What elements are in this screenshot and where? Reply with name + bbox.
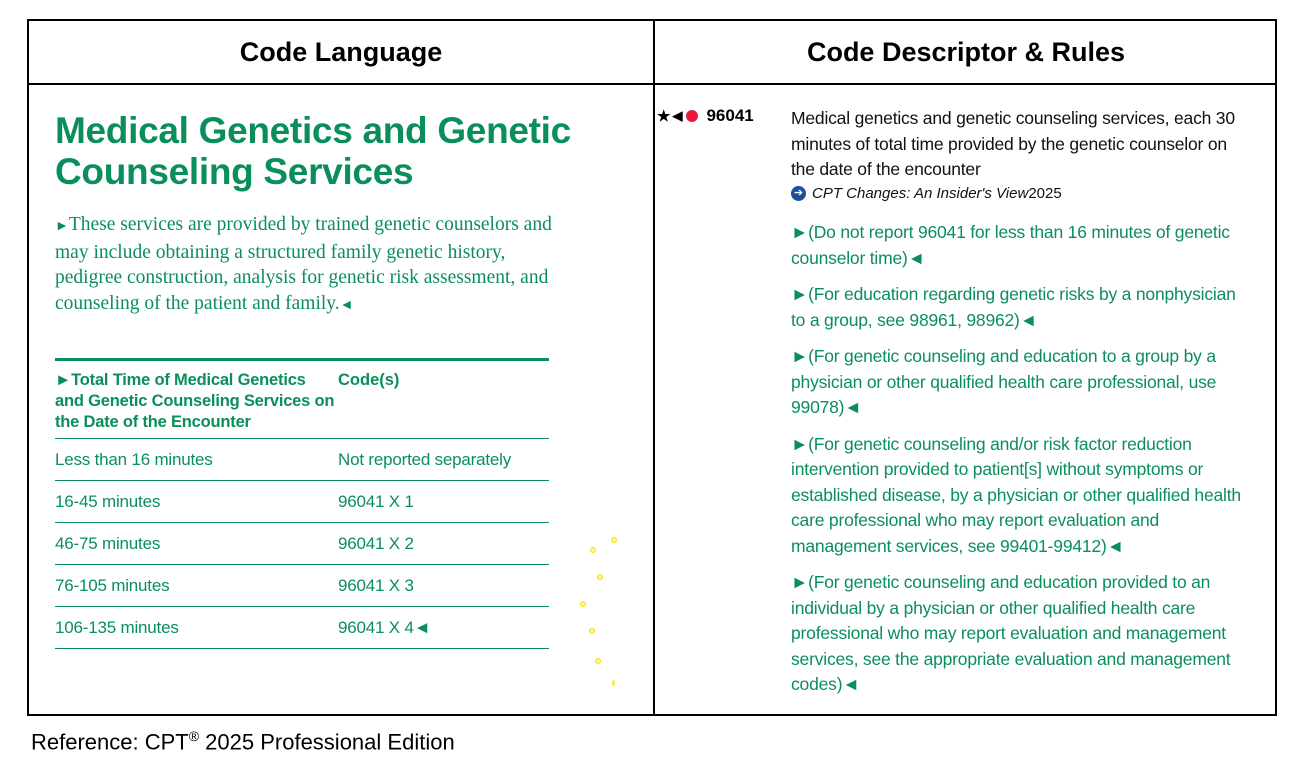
table-row [55,607,549,649]
reference-line [791,185,1062,202]
header-code-descriptor: Code Descriptor & Rules [806,36,1126,67]
decorative-dot [580,601,586,607]
registered-mark: ® [188,728,200,744]
footer-prefix: Reference: CPT [31,729,189,755]
arrow-right-icon: ➔ [791,186,806,201]
reference-title: CPT Changes: An Insider's View [812,185,1029,202]
decorative-dot [611,537,617,543]
footer-suffix: 2025 Professional Edition [199,729,455,755]
star-icon: ★ [657,108,671,125]
table-row [55,439,549,481]
intro-paragraph [55,212,555,318]
row-time: 76-105 minutes [55,575,170,595]
row-code: 96041 X 4◄ [338,617,431,637]
row-code: Not reported separately [338,449,512,469]
row-time: Less than 16 minutes [55,449,213,469]
rule-item: ►(For genetic counseling and education to a group by a physician or other qualified health care professional, use 99078)◄ [791,346,1217,417]
intro-text: These services are provided by trained genetic counselors and may include obtaining a structured family genetic history, pedigree construction, analysis for genetic risk assessment, and counseling of the patient and family. [55,214,552,314]
table-row [55,481,549,523]
table-row [55,565,549,607]
row-time: 106-135 minutes [55,617,179,637]
intro-start-marker: ► [55,219,69,234]
header-divider [29,83,1275,85]
time-code-table [55,358,549,649]
decorative-dot [612,680,615,686]
decorative-dot [589,628,595,634]
rule-item: ►(Do not report 96041 for less than 16 minutes of genetic counselor time)◄ [791,222,1230,268]
table-header-codes: Code(s) [338,371,400,389]
cpt-code: 96041 [706,106,754,125]
audio-only-icon: ◀ [672,108,683,123]
decorative-dot [590,547,596,553]
table-row [55,523,549,565]
intro-end-marker: ◄ [339,297,354,313]
row-time: 16-45 minutes [55,491,161,511]
section-title: Medical Genetics and Genetic Counseling Services [55,110,571,192]
reference-footer [31,728,455,755]
column-divider [653,21,655,714]
code-line [657,106,754,126]
table-header-time: ►Total Time of Medical Genetics and Genetic Counseling Services on the Date of the Encounter [55,371,335,431]
decorative-dot [595,658,601,664]
rule-item: ►(For education regarding genetic risks by a nonphysician to a group, see 98961, 98962)◄ [791,284,1236,330]
rule-item: ►(For genetic counseling and education provided to an individual by a physician or other qualified health care professional who may report evaluation and management services, see the appropriate evaluation and management codes)◄ [791,572,1231,694]
rules-list [791,220,1241,709]
code-description: Medical genetics and genetic counseling services, each 30 minutes of total time provided by the genetic counselor on the date of the encounter [791,108,1235,179]
row-time: 46-75 minutes [55,533,161,553]
decorative-dot [597,574,603,580]
reference-year: 2025 [1028,185,1062,202]
row-code: 96041 X 2 [338,533,414,553]
rule-item: ►(For genetic counseling and/or risk factor reduction intervention provided to patient[s] without symptoms or established disease, by a physician or other qualified health care professional who may report evaluation and management services, see 99401-99412)◄ [791,433,1241,556]
header-code-language: Code Language [239,36,443,67]
red-circle-icon [686,110,698,122]
table-header [55,361,549,439]
row-code: 96041 X 3 [338,575,414,595]
row-code: 96041 X 1 [338,491,414,511]
